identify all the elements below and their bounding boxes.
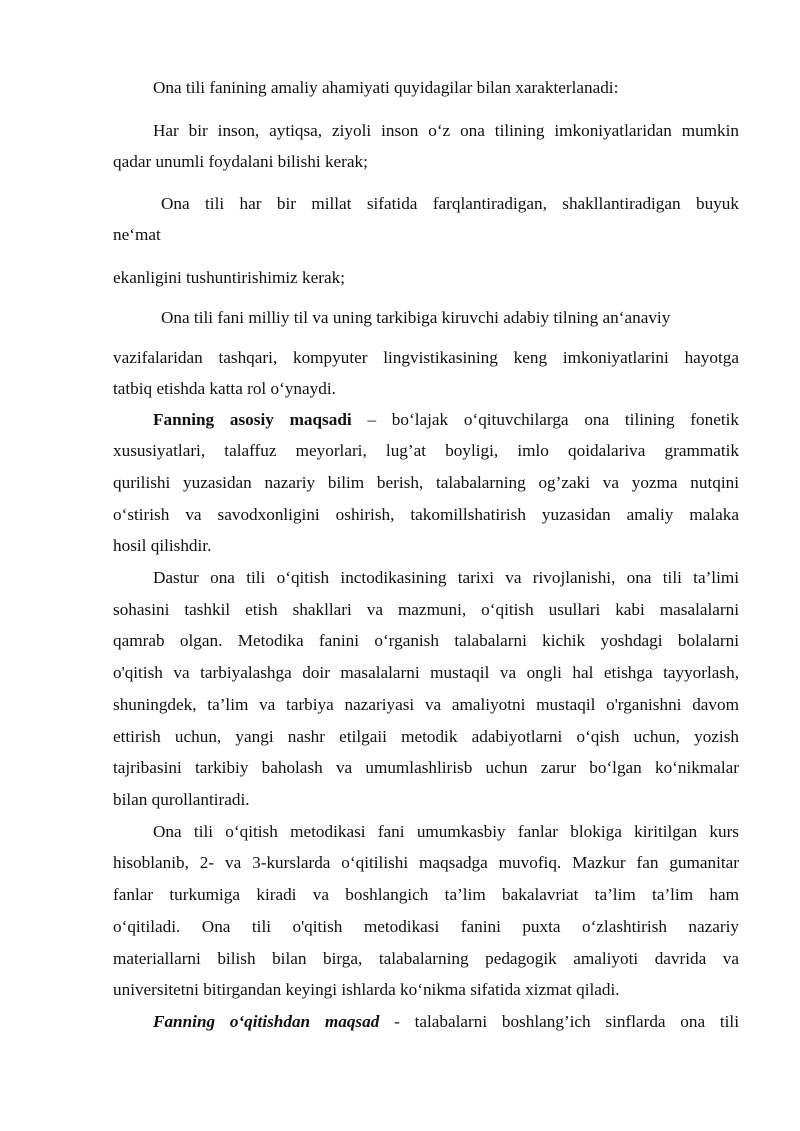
paragraph-7-line-3: fanlar turkumiga kiradi va boshlangich ta’lim bakalavriat ta’lim ta’lim ham: [113, 885, 739, 904]
paragraph-7-line-1: Ona tili o‘qitish metodikasi fani umumkasbiy fanlar blokiga kiritilgan kurs: [153, 822, 739, 841]
paragraph-2-line-2: qadar unumli foydalani bilishi kerak;: [113, 152, 368, 171]
paragraph-2-line-1: Har bir inson, aytiqsa, ziyoli inson o‘z ona tilining imkoniyatlaridan mumkin: [153, 121, 739, 140]
paragraph-7-line-2: hisoblanib, 2- va 3-kurslarda o‘qitilishi maqsadga muvofiq. Mazkur fan gumanitar: [113, 853, 739, 872]
paragraph-8-line-1-rest: - talabalarni boshlang’ich sinflarda ona tili: [379, 1012, 739, 1031]
paragraph-5-line-4: o‘stirish va savodxonligini oshirish, takomillshatirish yuzasidan amaliy malaka: [113, 505, 739, 524]
paragraph-4-line-3: tatbiq etishda katta rol o‘ynaydi.: [113, 379, 336, 398]
paragraph-1-line-1: Ona tili fanining amaliy ahamiyati quyidagilar bilan xarakterlanadi:: [153, 78, 619, 97]
paragraph-6-line-8: bilan qurollantiradi.: [113, 790, 250, 809]
paragraph-5-line-1-rest: – bo‘lajak o‘qituvchilarga ona tilining fonetik: [351, 410, 739, 429]
paragraph-3-line-3: ekanligini tushuntirishimiz kerak;: [113, 268, 345, 287]
paragraph-5-line-2: xususiyatlari, talaffuz meyorlari, lug’at boyligi, imlo qoidalariva grammatik: [113, 441, 739, 460]
paragraph-5-bold-lead: Fanning asosiy maqsadi: [153, 410, 352, 429]
paragraph-8-bold-italic-lead: Fanning o‘qitishdan maqsad: [153, 1012, 380, 1031]
paragraph-6-line-7: tajribasini tarkibiy baholash va umumlashlirisb uchun zarur bo‘lgan ko‘nikmalar: [113, 758, 739, 777]
paragraph-7-line-4: o‘qitiladi. Ona tili o'qitish metodikasi fanini puxta o‘zlashtirish nazariy: [113, 917, 739, 936]
paragraph-6-line-3: qamrab olgan. Metodika fanini o‘rganish talabalarni kichik yoshdagi bolalarni: [113, 631, 739, 650]
paragraph-6-line-4: o'qitish va tarbiyalashga doir masalalarni mustaqil va ongli hal etishga tayyorlash,: [113, 663, 739, 682]
paragraph-6-line-1: Dastur ona tili o‘qitish inctodikasining tarixi va rivojlanishi, ona tili ta’limi: [153, 568, 739, 587]
paragraph-5-line-5: hosil qilishdir.: [113, 536, 212, 555]
paragraph-4-line-1: Ona tili fani milliy til va uning tarkibiga kiruvchi adabiy tilning an‘anaviy: [161, 308, 671, 327]
paragraph-6-line-6: ettirish uchun, yangi nashr etilgaii metodik adabiyotlarni o‘qish uchun, yozish: [113, 727, 739, 746]
paragraph-6-line-5: shuningdek, ta’lim va tarbiya nazariyasi va amaliyotni mustaqil o'rganishni davom: [113, 695, 739, 714]
paragraph-5-line-3: qurilishi yuzasidan nazariy bilim berish, talabalarning og’zaki va yozma nutqini: [113, 473, 739, 492]
paragraph-3-line-1: Ona tili har bir millat sifatida farqlantiradigan, shakllantiradigan buyuk: [161, 194, 739, 213]
paragraph-5-line-1: [153, 410, 739, 430]
paragraph-7-line-6: universitetni bitirgandan keyingi ishlarda ko‘nikma sifatida xizmat qiladi.: [113, 980, 620, 999]
paragraph-3-line-2: ne‘mat: [113, 225, 161, 244]
paragraph-8-line-1: [153, 1012, 739, 1032]
paragraph-6-line-2: sohasini tashkil etish shakllari va mazmuni, o‘qitish usullari kabi masalalarni: [113, 600, 739, 619]
paragraph-4-line-2: vazifalaridan tashqari, kompyuter lingvistikasining keng imkoniyatlarini hayotga: [113, 348, 739, 367]
paragraph-7-line-5: materiallarni bilish bilan birga, talabalarning pedagogik amaliyoti davrida va: [113, 949, 739, 968]
